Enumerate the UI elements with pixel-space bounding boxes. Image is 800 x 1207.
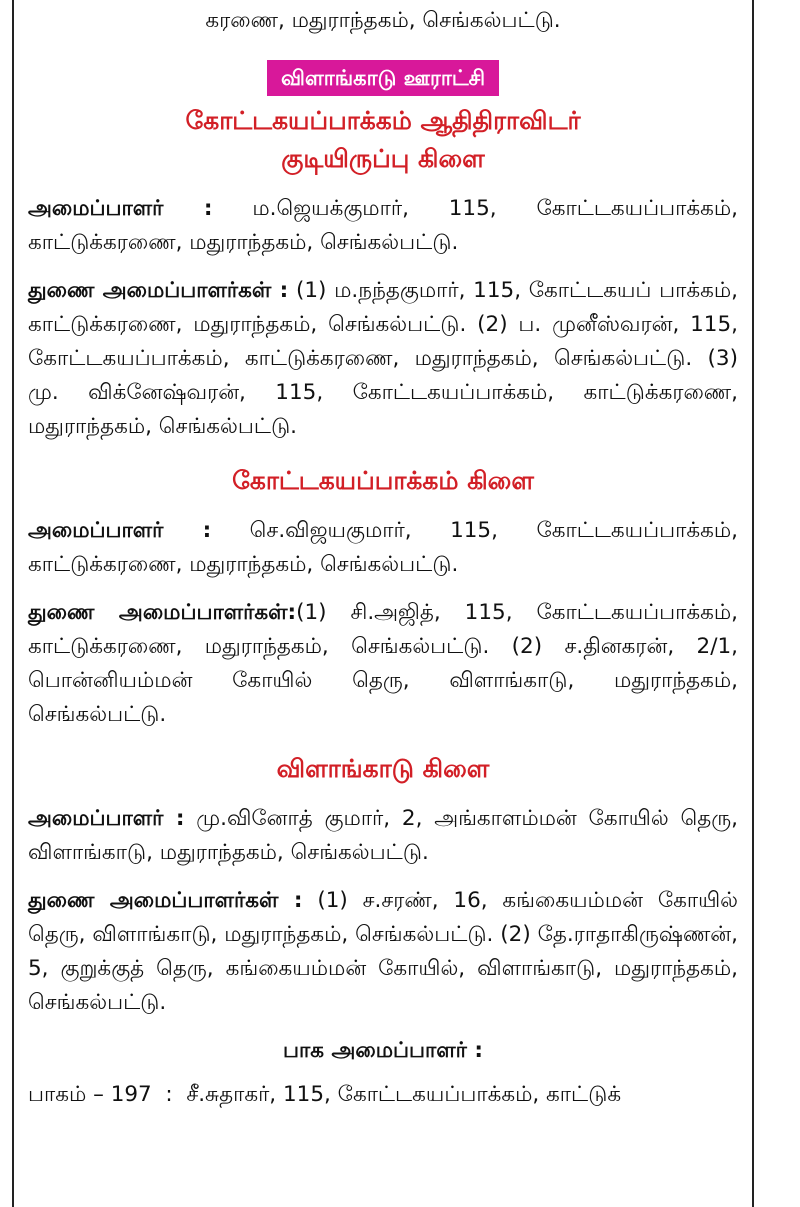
- branch-section-3: [28, 750, 738, 1020]
- deputy-paragraph: [28, 596, 738, 732]
- organizer-text: ம.ஜெயக்குமார், 115, கோட்டகயப்பாக்கம், காட்டுக்கரணை, மதுராந்தகம், செங்கல்பட்டு.: [28, 196, 738, 255]
- organizer-label: அமைப்பாளர் :: [28, 518, 212, 543]
- branch-section-1: [28, 102, 738, 444]
- organizer-paragraph: [28, 192, 738, 260]
- booth-organizer-heading: பாக அமைப்பாளர் :: [283, 1038, 483, 1063]
- deputy-paragraph: [28, 884, 738, 1020]
- article-column: [28, 0, 738, 1112]
- organizer-text: செ.விஜயகுமார், 115, கோட்டகயப்பாக்கம், காட்டுக்கரணை, மதுராந்தகம், செங்கல்பட்டு.: [28, 518, 738, 577]
- branch-heading-line1: விளாங்காடு கிளை: [276, 754, 490, 783]
- deputy-label: துணை அமைப்பாளர்கள் :: [28, 278, 289, 303]
- deputy-label: துணை அமைப்பாளர்கள் :: [28, 888, 303, 913]
- deputy-text: (1) ச.சரண், 16, கங்கையம்மன் கோயில் தெரு, விளாங்காடு, மதுராந்தகம், செங்கல்பட்டு. (2) தே.ராதாகிருஷ்ணன், 5, குறுக்குத் தெரு, கங்கையம்மன் கோயில், விளாங்காடு, மதுராந்தகம், செங்கல்பட்டு.: [28, 888, 738, 1015]
- branch-heading-line2: குடியிருப்பு கிளை: [281, 144, 485, 173]
- organizer-label: அமைப்பாளர் :: [28, 806, 185, 831]
- right-margin: [760, 0, 800, 1207]
- branch-heading-line1: கோட்டகயப்பாக்கம் ஆதிதிராவிடர்: [185, 106, 581, 135]
- deputy-text: (1) சி.அஜித், 115, கோட்டகயப்பாக்கம், காட்டுக்கரணை, மதுராந்தகம், செங்கல்பட்டு. (2) ச.தினகரன், 2/1, பொன்னியம்மன் கோயில் தெரு, விளாங்காடு, மதுராந்தகம், செங்கல்பட்டு.: [28, 600, 738, 727]
- branch-section-2: [28, 462, 738, 732]
- deputy-text: (1) ம.நந்தகுமார், 115, கோட்டகயப் பாக்கம், காட்டுக்கரணை, மதுராந்தகம், செங்கல்பட்டு. (2) ப. முனீஸ்வரன், 115, கோட்டகயப்பாக்கம், காட்டுக்கரணை, மதுராந்தகம், செங்கல்பட்டு. (3) மு. விக்னேஷ்வரன், 115, கோட்டகயப்பாக்கம், காட்டுக்கரணை, மதுராந்தகம், செங்கல்பட்டு.: [28, 278, 738, 439]
- organizer-paragraph: [28, 514, 738, 582]
- booth-line: பாகம் – 197 : சீ.சுதாகர், 115, கோட்டகயப்பாக்கம், காட்டுக்: [28, 1082, 622, 1107]
- continued-address-line: கரணை, மதுராந்தகம், செங்கல்பட்டு.: [205, 8, 561, 33]
- panchayat-ribbon: விளாங்காடு ஊராட்சி: [267, 60, 499, 96]
- organizer-paragraph: [28, 802, 738, 870]
- organizer-label: அமைப்பாளர் :: [28, 196, 213, 221]
- organizer-text: மு.வினோத் குமார், 2, அங்காளம்மன் கோயில் தெரு, விளாங்காடு, மதுராந்தகம், செங்கல்பட்டு.: [28, 806, 739, 865]
- deputy-label: துணை அமைப்பாளர்கள்:: [28, 600, 297, 625]
- panchayat-banner: [28, 60, 738, 96]
- branch-heading-line1: கோட்டகயப்பாக்கம் கிளை: [232, 466, 534, 495]
- deputy-paragraph: [28, 274, 738, 444]
